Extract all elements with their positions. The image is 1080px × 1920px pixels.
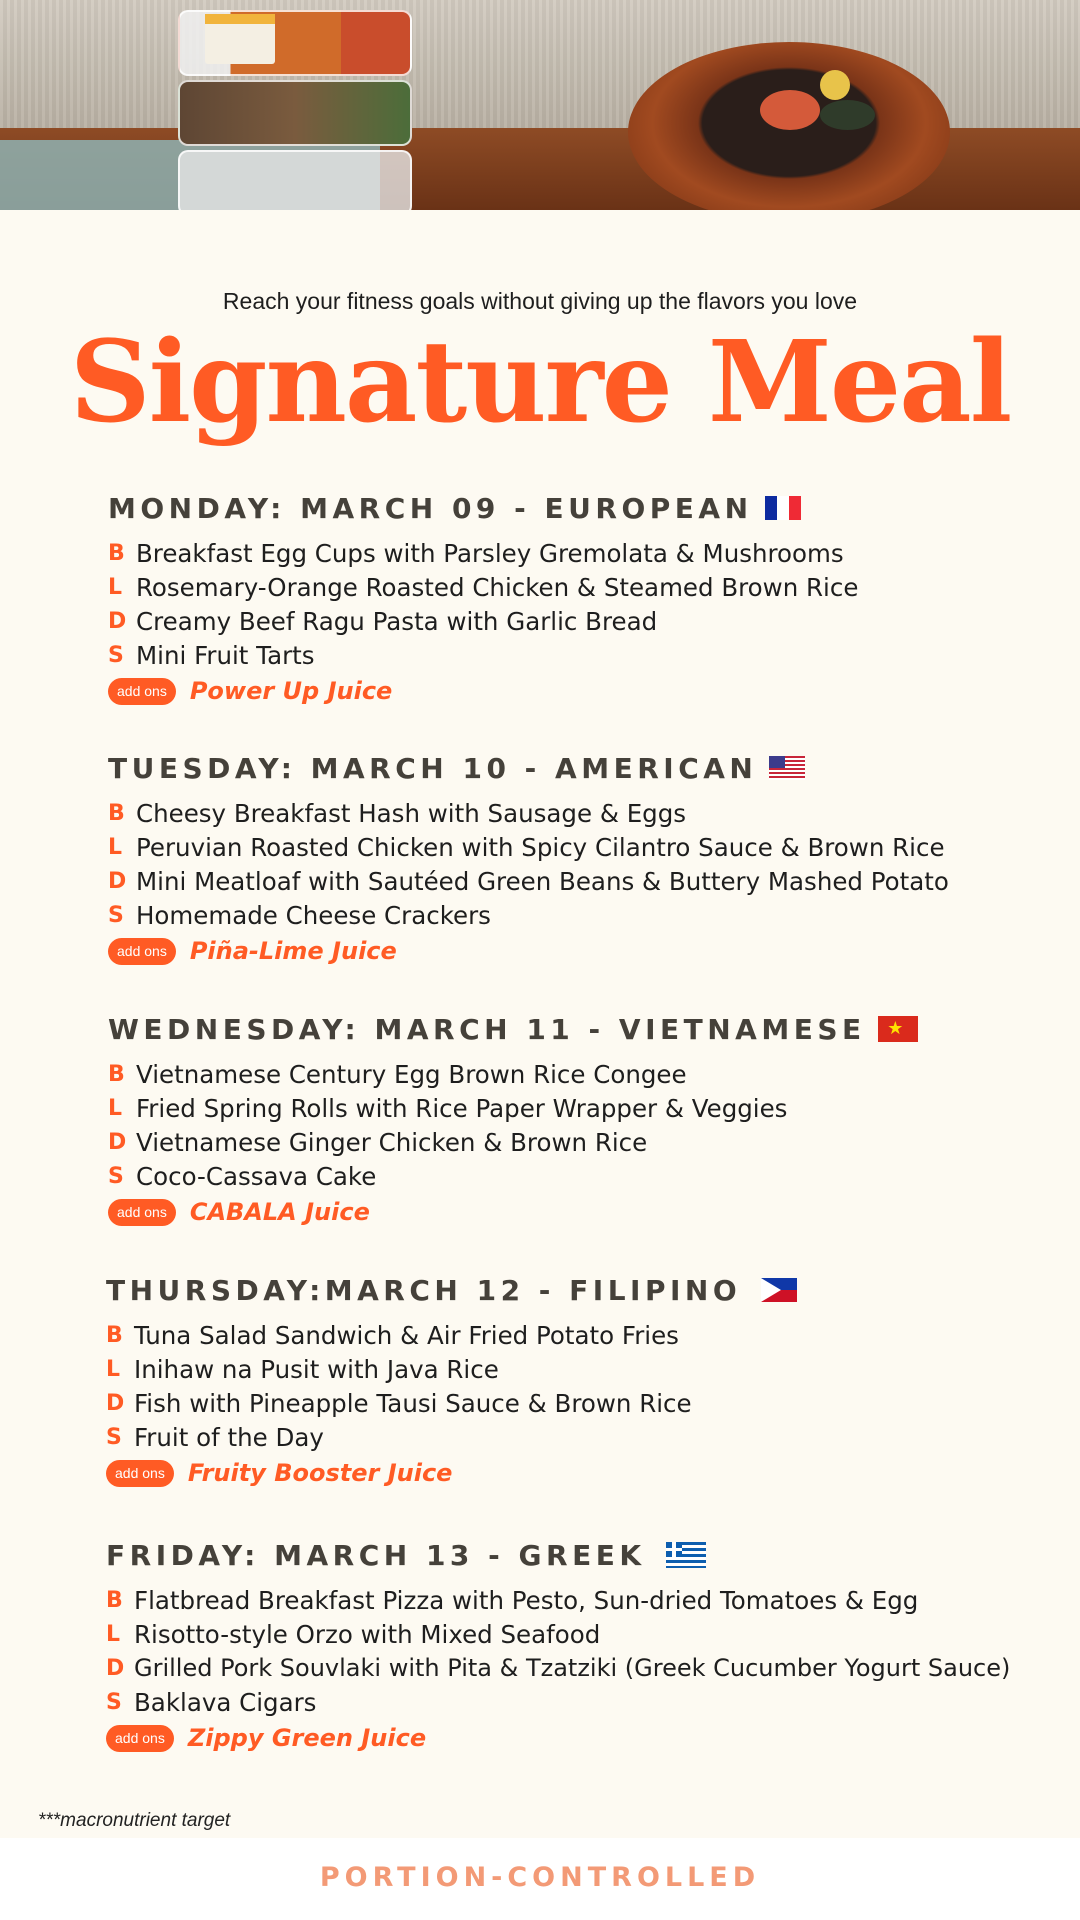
meal-snack: S Coco-Cassava Cake: [108, 1161, 377, 1191]
day-section-wednesday: [108, 1011, 1038, 1229]
addon-row: [108, 674, 1038, 708]
meal-text: Vietnamese Ginger Chicken & Brown Rice: [136, 1127, 648, 1157]
meal-snack: S Fruit of the Day: [106, 1422, 324, 1452]
add-ons-badge[interactable]: add ons: [106, 1460, 174, 1487]
meal-text: Inihaw na Pusit with Java Rice: [134, 1354, 499, 1384]
day-section-thursday: [106, 1272, 1036, 1490]
juice-name: Piña-Lime Juice: [189, 937, 397, 965]
meal-text: Tuna Salad Sandwich & Air Fried Potato Fries: [134, 1320, 679, 1350]
france-flag-icon: [765, 496, 801, 520]
greece-flag-icon: [666, 1542, 706, 1568]
day-heading: [108, 490, 1038, 526]
meal-snack: S Baklava Cigars: [106, 1687, 317, 1717]
tagline: Reach your fitness goals without giving up the flavors you love: [222, 288, 858, 314]
meal-text: Peruvian Roasted Chicken with Spicy Cilantro Sauce & Brown Rice: [136, 832, 945, 862]
meal-snack: S Mini Fruit Tarts: [108, 640, 315, 670]
footer-banner: [0, 1838, 1080, 1920]
footnote: ***macronutrient target: [38, 1810, 231, 1831]
page-title: Signature Meal: [69, 317, 1011, 448]
usa-flag-icon: [769, 756, 805, 780]
addon-row: [106, 1721, 1036, 1755]
add-ons-badge[interactable]: add ons: [108, 678, 176, 705]
meal-lunch: L Rosemary-Orange Roasted Chicken & Steamed Brown Rice: [108, 572, 859, 602]
philippines-flag-icon: [761, 1278, 797, 1302]
meal-lunch: L Risotto-style Orzo with Mixed Seafood: [106, 1619, 601, 1649]
day-heading: [106, 1272, 1036, 1308]
footer-text: PORTION-CONTROLLED: [319, 1862, 761, 1893]
hero-photo: [0, 0, 1080, 210]
meal-text: Breakfast Egg Cups with Parsley Gremolata & Mushrooms: [136, 538, 844, 568]
meal-dinner: D Mini Meatloaf with Sautéed Green Beans & Buttery Mashed Potato: [108, 866, 949, 896]
meal-text: Baklava Cigars: [134, 1687, 317, 1717]
vietnam-flag-icon: [878, 1016, 918, 1042]
meal-text: Fried Spring Rolls with Rice Paper Wrapper & Veggies: [136, 1093, 788, 1123]
meal-text: Fruit of the Day: [134, 1422, 324, 1452]
meal-breakfast: B Flatbread Breakfast Pizza with Pesto, Sun-dried Tomatoes & Egg: [106, 1585, 919, 1615]
meal-text: Rosemary-Orange Roasted Chicken & Steamed Brown Rice: [136, 572, 859, 602]
add-ons-badge[interactable]: add ons: [108, 938, 176, 965]
meal-breakfast: B Tuna Salad Sandwich & Air Fried Potato Fries: [106, 1320, 679, 1350]
juice-name: Zippy Green Juice: [187, 1724, 427, 1752]
meal-breakfast: B Cheesy Breakfast Hash with Sausage & Eggs: [108, 798, 687, 828]
juice-name: Power Up Juice: [189, 677, 393, 705]
day-heading-text: WEDNESDAY: MARCH 11 - VIETNAMESE: [108, 1012, 866, 1046]
day-heading-text: THURSDAY:MARCH 12 - FILIPINO: [106, 1273, 742, 1307]
meal-dinner: D Grilled Pork Souvlaki with Pita & Tzatziki (Greek Cucumber Yogurt Sauce): [106, 1654, 1011, 1682]
day-heading-text: FRIDAY: MARCH 13 - GREEK: [106, 1538, 646, 1572]
meal-breakfast: B Breakfast Egg Cups with Parsley Gremolata & Mushrooms: [108, 538, 844, 568]
day-section-friday: [106, 1537, 1036, 1755]
day-heading: [108, 1011, 1038, 1047]
meal-dinner: D Creamy Beef Ragu Pasta with Garlic Bread: [108, 606, 658, 636]
meal-text: Flatbread Breakfast Pizza with Pesto, Sun-dried Tomatoes & Egg: [134, 1585, 919, 1615]
addon-row: [106, 1456, 1036, 1490]
meal-text: Fish with Pineapple Tausi Sauce & Brown Rice: [134, 1388, 692, 1418]
day-heading: [108, 750, 1038, 786]
add-ons-badge[interactable]: add ons: [108, 1199, 176, 1226]
meal-breakfast: B Vietnamese Century Egg Brown Rice Congee: [108, 1059, 687, 1089]
meal-snack: S Homemade Cheese Crackers: [108, 900, 491, 930]
addon-row: [108, 934, 1038, 968]
day-heading-text: MONDAY: MARCH 09 - EUROPEAN: [108, 491, 753, 525]
meal-text: Vietnamese Century Egg Brown Rice Congee: [136, 1059, 687, 1089]
meal-text: Risotto-style Orzo with Mixed Seafood: [134, 1619, 601, 1649]
day-heading: [106, 1537, 1036, 1573]
addon-row: [108, 1195, 1038, 1229]
meal-text: Coco-Cassava Cake: [136, 1161, 377, 1191]
meal-text: Grilled Pork Souvlaki with Pita & Tzatziki (Greek Cucumber Yogurt Sauce): [134, 1654, 1011, 1682]
juice-name: CABALA Juice: [189, 1198, 370, 1226]
meal-text: Mini Fruit Tarts: [136, 640, 315, 670]
day-section-tuesday: [108, 750, 1038, 968]
meal-dinner: D Vietnamese Ginger Chicken & Brown Rice: [108, 1127, 648, 1157]
add-ons-badge[interactable]: add ons: [106, 1725, 174, 1752]
meal-text: Cheesy Breakfast Hash with Sausage & Eggs: [136, 798, 687, 828]
meal-lunch: L Peruvian Roasted Chicken with Spicy Cilantro Sauce & Brown Rice: [108, 832, 945, 862]
meal-text: Homemade Cheese Crackers: [136, 900, 491, 930]
meal-text: Mini Meatloaf with Sautéed Green Beans & Buttery Mashed Potato: [136, 866, 949, 896]
meal-dinner: D Fish with Pineapple Tausi Sauce & Brown Rice: [106, 1388, 692, 1418]
juice-name: Fruity Booster Juice: [187, 1459, 453, 1487]
meal-lunch: L Inihaw na Pusit with Java Rice: [106, 1354, 499, 1384]
meal-text: Creamy Beef Ragu Pasta with Garlic Bread: [136, 606, 658, 636]
meal-lunch: L Fried Spring Rolls with Rice Paper Wrapper & Veggies: [108, 1093, 788, 1123]
day-heading-text: TUESDAY: MARCH 10 - AMERICAN: [108, 751, 758, 785]
day-section-monday: [108, 490, 1038, 708]
